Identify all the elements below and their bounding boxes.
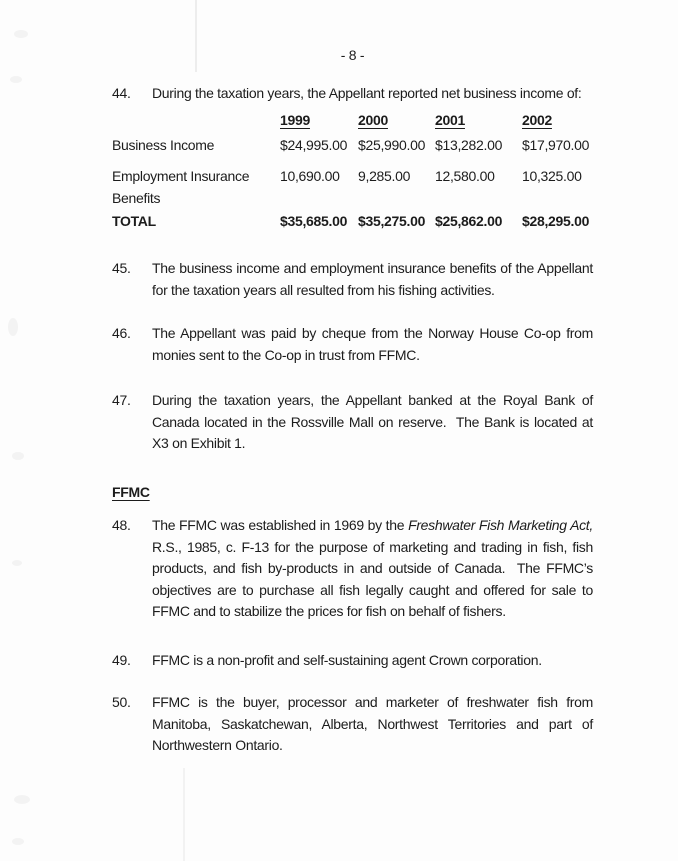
paragraph-text: The Appellant was paid by cheque from the Norway House Co-op from monies sent to the Co-op in trust from FFMC. <box>152 325 593 363</box>
paragraph-49 <box>112 650 593 672</box>
table-row-label: TOTAL <box>112 213 156 229</box>
year-header: 2002 <box>522 112 552 128</box>
scan-smudge <box>12 452 24 460</box>
paragraph-45 <box>112 258 593 301</box>
scan-smudge <box>12 838 24 845</box>
paragraph-number: 47. <box>112 392 131 408</box>
table-cell: $28,295.00 <box>522 213 590 229</box>
paragraph-46 <box>112 323 593 366</box>
paragraph-number: 45. <box>112 260 131 276</box>
table-cell: 10,690.00 <box>280 168 340 184</box>
paragraph-number: 49. <box>112 652 131 668</box>
paragraph-number: 50. <box>112 694 131 710</box>
table-cell: $17,970.00 <box>522 137 590 153</box>
table-cell: 9,285.00 <box>358 168 411 184</box>
table-cell: 12,580.00 <box>435 168 495 184</box>
paragraph-text: FFMC is a non-profit and self-sustaining agent Crown corporation. <box>152 652 542 668</box>
paragraph-text: The business income and employment insurance benefits of the Appellant for the taxation years all resulted from his fishing activities. <box>152 260 593 298</box>
table-cell: $25,990.00 <box>358 137 426 153</box>
paragraph-44 <box>112 83 593 105</box>
table-cell: $35,275.00 <box>358 213 426 229</box>
scan-line-artifact-bottom <box>183 768 185 861</box>
paragraph-text <box>152 515 593 623</box>
scan-smudge <box>14 30 28 38</box>
table-row-business-income <box>112 135 593 157</box>
scan-smudge <box>10 76 22 83</box>
table-cell: $24,995.00 <box>280 137 348 153</box>
income-table-header-row <box>112 110 593 132</box>
paragraph-number: 44. <box>112 85 131 101</box>
table-row-label: Employment Insurance Benefits <box>112 168 250 206</box>
table-cell: $35,685.00 <box>280 213 348 229</box>
scan-smudge <box>8 318 18 336</box>
paragraph-text: During the taxation years, the Appellant banked at the Royal Bank of Canada located in the Rossville Mall on reserve. The Bank is located at X3 on Exhibit 1. <box>152 392 593 451</box>
table-cell: 10,325.00 <box>522 168 582 184</box>
scan-smudge <box>12 560 22 566</box>
scan-smudge <box>14 795 30 804</box>
paragraph-text: FFMC is the buyer, processor and marketer of freshwater fish from Manitoba, Saskatchewan, Alberta, Northwest Territories and part of Northwestern Ontario. <box>152 694 593 753</box>
year-header: 2000 <box>358 112 388 128</box>
paragraph-text: During the taxation years, the Appellant reported net business income of: <box>152 85 582 101</box>
statute-name-italic: Freshwater Fish Marketing Act, <box>408 517 593 533</box>
paragraph-48 <box>112 515 593 623</box>
table-cell: $25,862.00 <box>435 213 503 229</box>
table-row-employment-insurance <box>112 166 593 206</box>
paragraph-text-segment: The FFMC was established in 1969 by the <box>152 517 409 533</box>
section-heading-ffmc: FFMC <box>112 484 150 500</box>
paragraph-text-segment: R.S., 1985, c. F-13 for the purpose of marketing and trading in fish, fish products, and fish by-products in and outside of Canada. The FFMC’s objectives are to purchase all fish legally caught and offered for sale to FFMC and to stabilize the prices for fish on behalf of fishers. <box>152 538 593 619</box>
table-row-total <box>112 211 593 233</box>
paragraph-number: 46. <box>112 325 131 341</box>
table-row-label: Business Income <box>112 137 215 153</box>
paragraph-50 <box>112 692 593 757</box>
paragraph-number: 48. <box>112 517 131 533</box>
year-header: 1999 <box>280 112 310 128</box>
table-cell: $13,282.00 <box>435 137 503 153</box>
page-number: - 8 - <box>340 47 365 63</box>
paragraph-47 <box>112 390 593 455</box>
year-header: 2001 <box>435 112 465 128</box>
